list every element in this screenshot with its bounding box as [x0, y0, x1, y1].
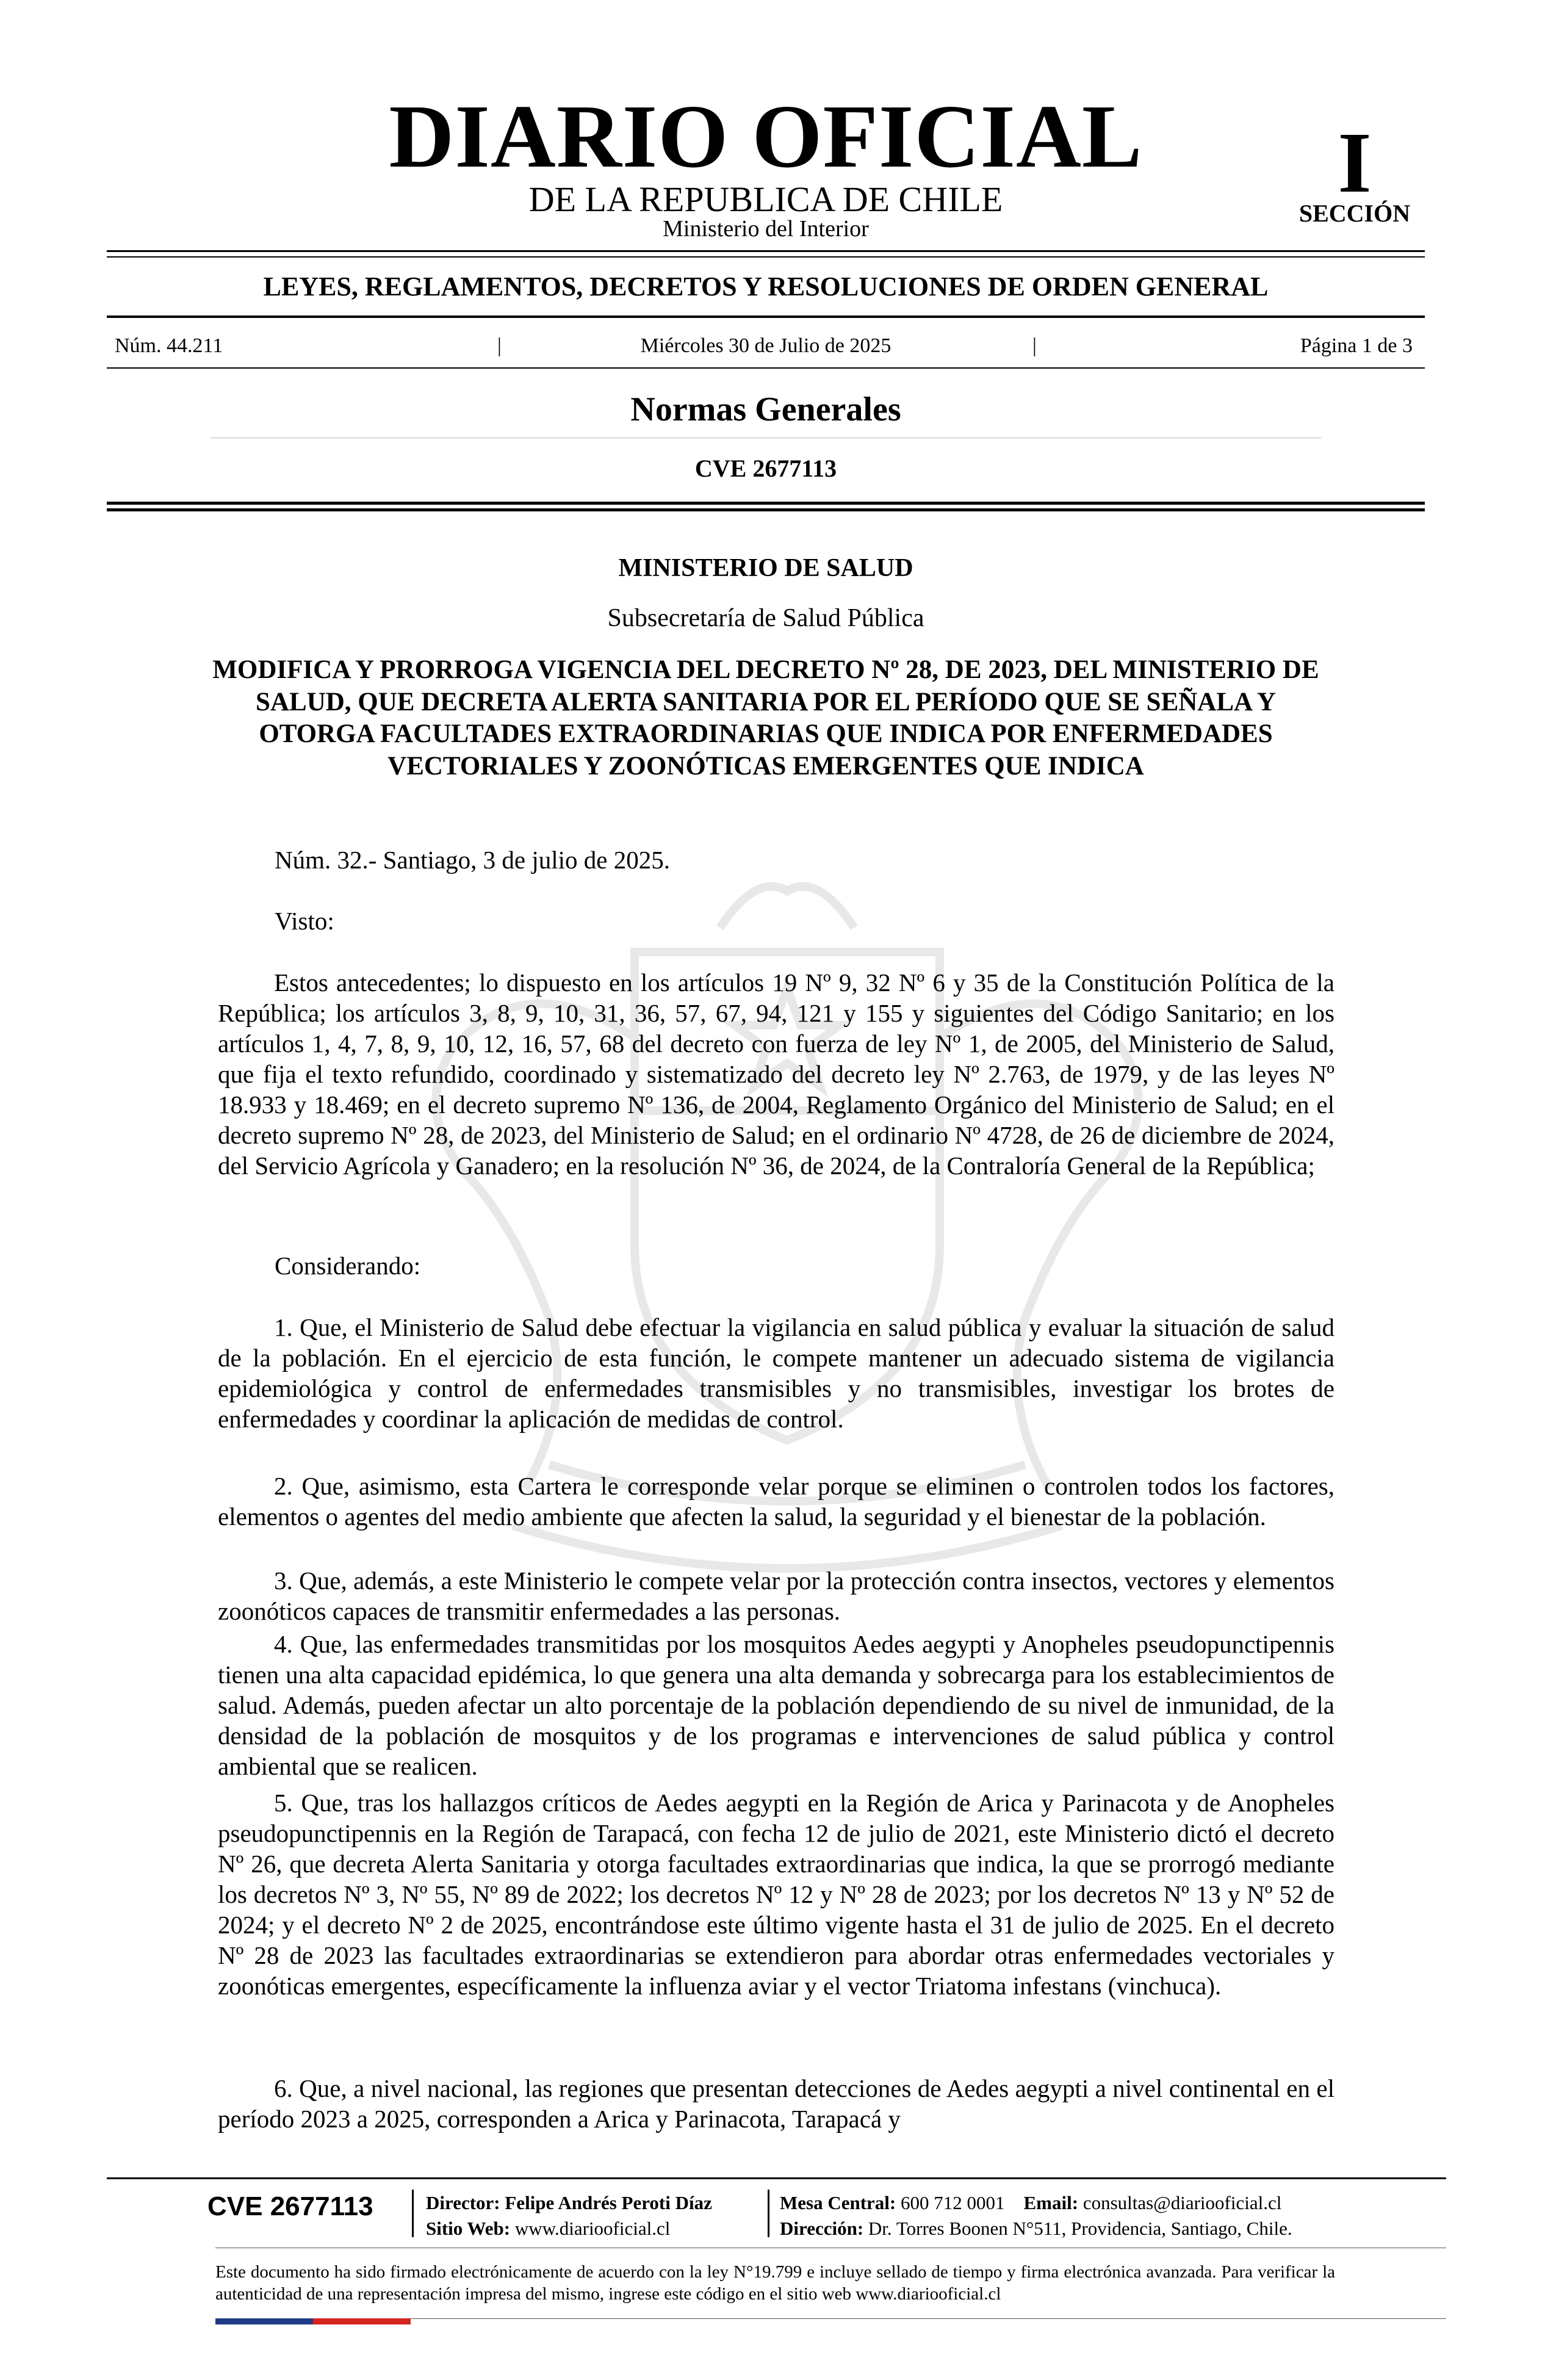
- footer-mesa-value: 600 712 0001: [901, 2192, 1005, 2213]
- infobar-rule: [107, 367, 1425, 369]
- considerando-item: 5. Que, tras los hallazgos críticos de Aedes aegypti en la Región de Arica y Parinacota y de Anopheles pseudopunctipennis en la Región de Tarapacá, con fecha 12 de julio de 2021, este Ministerio dictó el decreto Nº 26, que decreta Alerta Sanitaria y otorga facultades extraordinarias que indica, la que se prorrogó mediante los decretos Nº 3, Nº 55, Nº 89 de 2022; los decretos Nº 12 y Nº 28 de 2023; por los decretos Nº 13 y Nº 52 de 2024; y el decreto Nº 2 de 2025, encontrándose este último vigente hasta el 31 de julio de 2025. En el decreto Nº 28 de 2023 las facultades extraordinarias se extendieron para abordar otras enfermedades vectoriales y zoonóticas emergentes, específicamente la influenza aviar y el vector Triatoma infestans (vinchuca).: [218, 1789, 1334, 2000]
- masthead-rule-top: [107, 250, 1425, 252]
- footer-website: [426, 2219, 670, 2238]
- considerando-item: 4. Que, las enfermedades transmitidas por los mosquitos Aedes aegypti y Anopheles pseudopunctipennis tienen una alta capacidad epidémica, lo que genera una alta demanda y sobrecarga para los establecimientos de salud. Además, pueden afectar un alto porcentaje de la población dependiendo de su nivel de inmunidad, de la densidad de la población de mosquitos y de los programas e intervenciones de salud pública y control ambiental que se realicen.: [218, 1630, 1334, 1781]
- page-indicator: Página 1 de 3: [1300, 334, 1413, 357]
- ministry-heading: MINISTERIO DE SALUD: [618, 554, 913, 582]
- decree-number-line: Núm. 32.- Santiago, 3 de julio de 2025.: [275, 846, 670, 874]
- considerando-item: 2. Que, asimismo, esta Cartera le corresponde velar porque se eliminen o controlen todos los factores, elementos o agentes del medio ambiente que afecten la salud, la seguridad y el bienestar de la población.: [218, 1472, 1334, 1531]
- footer-address-value: Dr. Torres Boonen N°511, Providencia, Santiago, Chile.: [868, 2218, 1292, 2239]
- footer-separator: [768, 2190, 769, 2237]
- considerando-item: 3. Que, además, a este Ministerio le compete velar por la protección contra insectos, vectores y elementos zoonóticos capaces de transmitir enfermedades a las personas.: [218, 1567, 1334, 1626]
- newspaper-ministry: Ministerio del Interior: [663, 216, 869, 242]
- newspaper-subtitle: DE LA REPUBLICA DE CHILE: [528, 179, 1003, 219]
- footer-legal-notice: Este documento ha sido firmado electrónicamente de acuerdo con la ley N°19.799 e incluye sellado de tiempo y firma electrónica avanzada. Para verificar la autenticidad de una representación impresa del mismo, ingrese este código en el sitio web www.diariooficial.cl: [215, 2262, 1335, 2304]
- decree-title: MODIFICA Y PRORROGA VIGENCIA DEL DECRETO Nº 28, DE 2023, DEL MINISTERIO DE SALUD, QUE DECRETA ALERTA SANITARIA POR EL PERÍODO QUE SE SEÑALA Y OTORGA FACULTADES EXTRAORDINARIAS QUE INDICA POR ENFERMEDADES VECTORIALES Y ZOONÓTICAS EMERGENTES QUE INDICA: [212, 655, 1319, 781]
- flag-stripe-blue: [215, 2318, 313, 2324]
- issue-date: Miércoles 30 de Julio de 2025: [640, 334, 891, 357]
- section-title: Normas Generales: [630, 391, 901, 428]
- masthead-rule-bottom: [107, 256, 1425, 258]
- infobar-separator-right: |: [1032, 334, 1037, 357]
- section-label: SECCIÓN: [1298, 200, 1411, 227]
- footer-website-label: Sitio Web:: [426, 2218, 511, 2239]
- considerando-label: Considerando:: [275, 1252, 421, 1280]
- footer-email-link[interactable]: consultas@diariooficial.cl: [1082, 2192, 1282, 2213]
- visto-paragraph: Estos antecedentes; lo dispuesto en los artículos 19 Nº 9, 32 Nº 6 y 35 de la Constitución Política de la República; los artículos 3, 8, 9, 10, 31, 36, 57, 67, 94, 121 y 155 y siguientes del Código Sanitario; en los artículos 1, 4, 7, 8, 9, 10, 12, 16, 57, 68 del decreto con fuerza de ley Nº 1, de 2005, del Ministerio de Salud, que fija el texto refundido, coordinado y sistematizado del decreto ley Nº 2.763, de 1979, y de las leyes Nº 18.933 y 18.469; en el decreto supremo Nº 136, de 2004, Reglamento Orgánico del Ministerio de Salud; en el decreto supremo Nº 28, de 2023, del Ministerio de Salud; en el ordinario Nº 4728, de 26 de diciembre de 2024, del Servicio Agrícola y Ganadero; en la resolución Nº 36, de 2024, de la Contraloría General de la República;: [218, 968, 1334, 1180]
- considerando-item: 1. Que, el Ministerio de Salud debe efectuar la vigilancia en salud pública y evaluar la situación de salud de la población. En el ejercicio de esta función, le compete mantener un adecuado sistema de vigilancia epidemiológica y control de enfermedades transmisibles y no transmisibles, investigar los brotes de enfermedades y coordinar la aplicación de medidas de control.: [218, 1313, 1334, 1433]
- flag-stripe-red: [313, 2318, 411, 2324]
- footer-director: [426, 2193, 712, 2212]
- footer-address: [780, 2219, 1292, 2238]
- issue-number: Núm. 44.211: [115, 334, 223, 357]
- infobar-separator-left: |: [497, 334, 502, 357]
- section-number: I: [1338, 114, 1372, 211]
- newspaper-title: DIARIO OFICIAL: [389, 87, 1143, 187]
- footer-separator: [412, 2190, 414, 2237]
- footer-mesa-label: Mesa Central:: [780, 2192, 896, 2213]
- footer-director-name: Felipe Andrés Peroti Díaz: [505, 2192, 712, 2213]
- footer-contact: [780, 2193, 1281, 2212]
- header-rule-thick-1: [107, 502, 1425, 505]
- cve-code: CVE 2677113: [694, 455, 837, 482]
- header-rule-thick-2: [107, 508, 1425, 511]
- considerando-item: 6. Que, a nivel nacional, las regiones que presentan detecciones de Aedes aegypti a nivel continental en el período 2023 a 2025, corresponden a Arica y Parinacota, Tarapacá y: [218, 2074, 1334, 2133]
- category-heading: LEYES, REGLAMENTOS, DECRETOS Y RESOLUCIONES DE ORDEN GENERAL: [263, 272, 1269, 301]
- footer-address-label: Dirección:: [780, 2218, 864, 2239]
- footer-cve-code: CVE 2677113: [207, 2191, 373, 2221]
- footer-website-link[interactable]: www.diariooficial.cl: [514, 2218, 671, 2239]
- footer-director-label: Director:: [426, 2192, 500, 2213]
- footer-email-label: Email:: [1023, 2192, 1079, 2213]
- category-rule: [107, 316, 1425, 318]
- subsecretaria-heading: Subsecretaría de Salud Pública: [607, 604, 924, 632]
- visto-label: Visto:: [275, 907, 334, 935]
- footer-rule-top: [107, 2177, 1446, 2179]
